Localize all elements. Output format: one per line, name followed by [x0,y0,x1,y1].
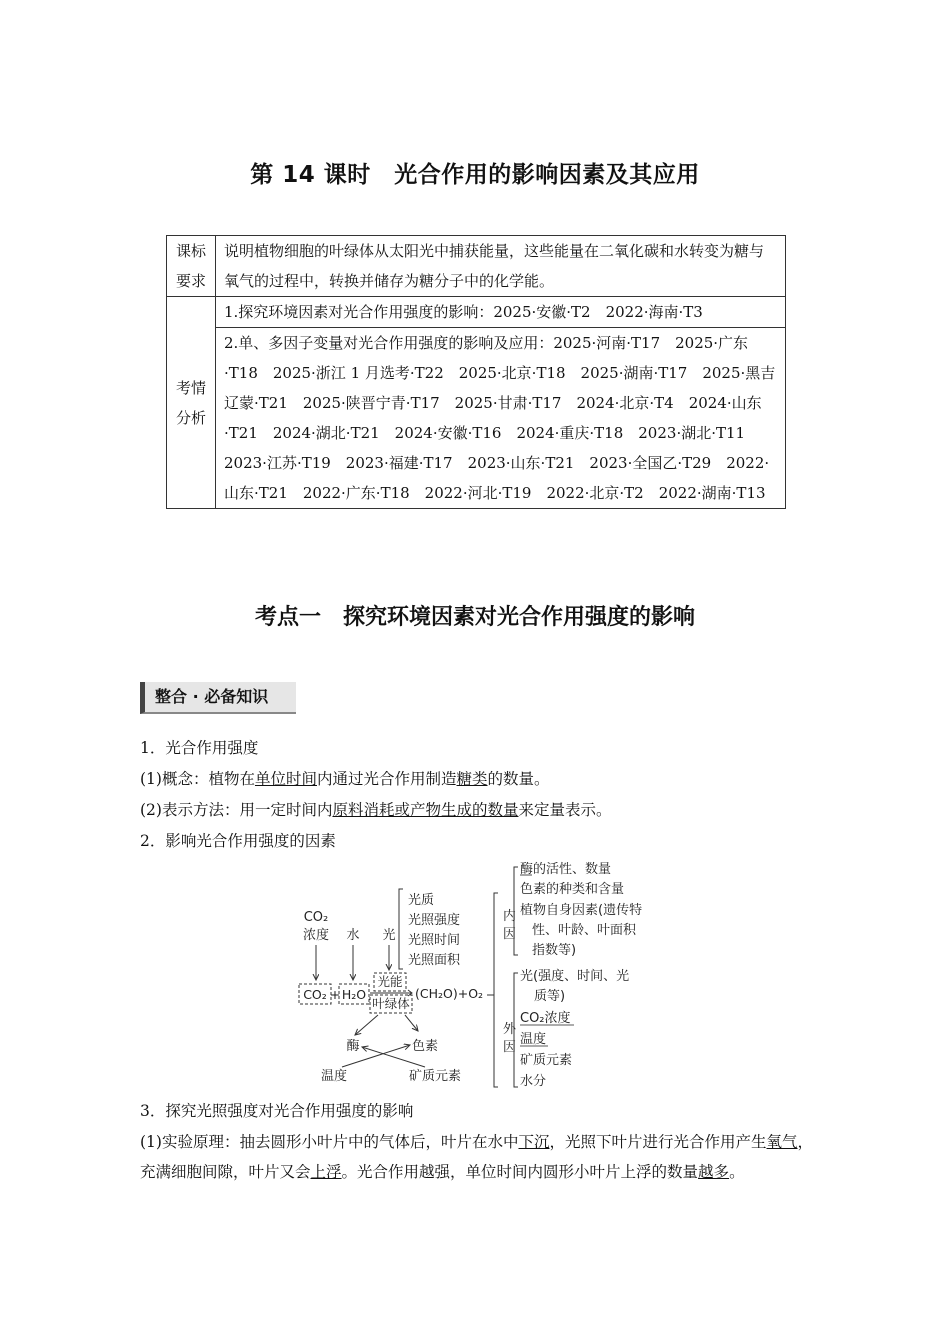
light-item-1: 光质 [408,893,435,908]
analysis-label: 考情分析 [167,297,216,509]
temperature-label: 温度 [320,1069,348,1084]
arrow-to-enzyme [355,1015,378,1035]
knowledge-badge: 整合 · 必备知识 [140,682,296,714]
light-bracket [399,889,403,969]
internal-item-4: 性、叶龄、叶面积 [532,923,637,938]
heading-1: 1．光合作用强度 [140,739,259,757]
internal-item-1: 酶的活性、数量 [520,862,612,877]
heading-2: 2．影响光合作用强度的因素 [140,832,336,850]
external-item-5: 矿质元素 [520,1053,573,1068]
enzyme-label: 酶 [346,1039,360,1054]
paragraph-principle: (1)实验原理：抽去圆形小叶片中的气体后，叶片在水中下沉，光照下叶片进行光合作用产生氧气，充满细胞间隙，叶片又会上浮。光合作用越强，单位时间内圆形小叶片上浮的数量越多。 [140,1133,814,1181]
pigment-label: 色素 [411,1039,439,1054]
arrow-to-pigment [405,1015,418,1031]
analysis-item-1: 1.探究环境因素对光合作用强度的影响：2025·安徽·T2 2022·海南·T3 [216,297,786,328]
analysis-item-2: 2.单、多因子变量对光合作用强度的影响及应用：2025·河南·T17 2025·广东·T18 2025·浙江 1 月选考·T22 2025·北京·T18 2025·湖南·T17 2025·黑吉辽蒙·T21 2025·陕晋宁青·T17 2025·甘肃·T17 2024·北京·T4 2024·山东·T21 2024·湖北·T21 2024·安徽·T16 2024·重庆·T18 2023·湖北·T11 2023·江苏·T19 2023·福建·T17 2023·山东·T21 2023·全国乙·T29 2022·山东·T21 2022·广东·T18 2022·河北·T19 2022·北京·T2 2022·湖南·T13 [216,328,786,509]
light-item-4: 光照面积 [408,953,461,968]
internal-item-2: 色素的种类和含量 [520,882,625,897]
paragraph-method: (2)表示方法：用一定时间内原料消耗或产物生成的数量来定量表示。 [140,801,612,819]
light-item-3: 光照时间 [408,933,461,948]
main-bracket [494,893,498,1087]
light-label: 光 [382,928,396,943]
external-item-2: 质等) [534,989,566,1004]
product-text: (CH₂O)+O₂ [415,986,484,1001]
water-label: 水 [346,928,360,943]
paragraph-concept: (1)概念：植物在单位时间内通过光合作用制造糖类的数量。 [140,770,550,788]
chloroplast-text: 叶绿体 [372,996,410,1011]
external-label-2: 因 [503,1040,517,1055]
co2-label-2: 浓度 [302,928,330,943]
minerals-label: 矿质元素 [408,1069,462,1084]
external-label-1: 外 [503,1022,517,1037]
internal-label-2: 因 [503,927,517,942]
light-energy-text: 光能 [377,974,403,989]
external-item-6: 水分 [520,1074,547,1089]
curriculum-content: 说明植物细胞的叶绿体从太阳光中捕获能量，这些能量在二氧化碳和水转变为糖与氧气的过程中，转换并储存为糖分子中的化学能。 [216,236,786,297]
factors-diagram [290,855,670,1095]
internal-item-5: 指数等) [532,943,577,958]
h2o-in-box: H₂O [341,987,367,1002]
plus-sign: + [329,987,341,1002]
co2-label-1: CO₂ [303,910,329,925]
co2-in-box: CO₂ [303,987,327,1002]
external-item-3: CO₂浓度 [520,1011,571,1026]
page-title: 第 14 课时 光合作用的影响因素及其应用 [250,162,700,188]
external-item-1: 光(强度、时间、光 [520,969,630,984]
heading-3: 3．探究光照强度对光合作用强度的影响 [140,1102,414,1120]
external-item-4: 温度 [520,1032,547,1047]
light-item-2: 光照强度 [408,913,461,928]
internal-label-1: 内 [503,909,517,924]
internal-item-3: 植物自身因素(遗传特 [520,903,643,918]
standards-table [166,235,786,509]
curriculum-label: 课标要求 [167,236,216,297]
section-title: 考点一 探究环境因素对光合作用强度的影响 [254,605,695,630]
